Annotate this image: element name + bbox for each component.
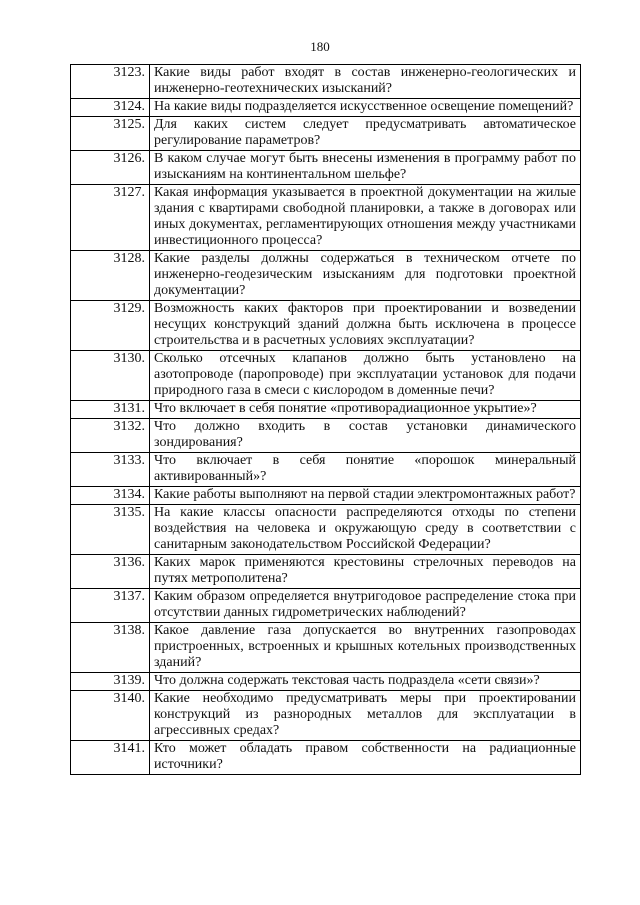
- question-number: 3134.: [71, 487, 150, 505]
- question-text: На какие виды подразделяется искусственное освещение помещений?: [150, 99, 581, 117]
- page-number: 180: [310, 39, 330, 54]
- question-text: В каком случае могут быть внесены изменения в программу работ по изысканиям на континентальном шельфе?: [150, 151, 581, 185]
- question-text: Какие необходимо предусматривать меры при проектировании конструкций из разнородных металлов для эксплуатации в агрессивных средах?: [150, 691, 581, 741]
- question-number: 3133.: [71, 453, 150, 487]
- table-row: [71, 401, 581, 419]
- question-number: 3135.: [71, 505, 150, 555]
- question-text: На какие классы опасности распределяются отходы по степени воздействия на человека и окружающую среду в соответствии с санитарным законодательством Российской Федерации?: [150, 505, 581, 555]
- table-row: [71, 487, 581, 505]
- question-text: Кто может обладать правом собственности на радиационные источники?: [150, 741, 581, 775]
- table-row: [71, 99, 581, 117]
- table-row: [71, 453, 581, 487]
- question-number: 3139.: [71, 673, 150, 691]
- question-text: Какие работы выполняют на первой стадии электромонтажных работ?: [150, 487, 581, 505]
- question-text: Каких марок применяются крестовины стрелочных переводов на путях метрополитена?: [150, 555, 581, 589]
- table-row: [71, 65, 581, 99]
- question-number: 3132.: [71, 419, 150, 453]
- question-number: 3126.: [71, 151, 150, 185]
- question-text: Какие виды работ входят в состав инженерно-геологических и инженерно-геотехнических изысканий?: [150, 65, 581, 99]
- table-row: [71, 251, 581, 301]
- table-row: [71, 505, 581, 555]
- questions-table: [70, 64, 581, 775]
- question-text: Что включает в себя понятие «порошок минеральный активированный»?: [150, 453, 581, 487]
- table-row: [71, 623, 581, 673]
- table-row: [71, 117, 581, 151]
- table-row: [71, 151, 581, 185]
- question-number: 3127.: [71, 185, 150, 251]
- question-text: Каким образом определяется внутригодовое распределение стока при отсутствии данных гидрометрических наблюдений?: [150, 589, 581, 623]
- table-row: [71, 419, 581, 453]
- question-text: Что включает в себя понятие «противорадиационное укрытие»?: [150, 401, 581, 419]
- question-text: Какая информация указывается в проектной документации на жилые здания с квартирами свободной планировки, а также в договорах или иных документах, регламентирующих отношения между участниками инвестиционного процесса?: [150, 185, 581, 251]
- question-text: Сколько отсечных клапанов должно быть установлено на азотопроводе (паропроводе) при эксплуатации установок для подачи природного газа в смеси с кислородом в доменные печи?: [150, 351, 581, 401]
- table-row: [71, 691, 581, 741]
- table-row: [71, 589, 581, 623]
- table-row: [71, 555, 581, 589]
- question-number: 3136.: [71, 555, 150, 589]
- question-number: 3130.: [71, 351, 150, 401]
- table-row: [71, 185, 581, 251]
- question-number: 3129.: [71, 301, 150, 351]
- question-number: 3125.: [71, 117, 150, 151]
- question-number: 3128.: [71, 251, 150, 301]
- question-number: 3131.: [71, 401, 150, 419]
- question-number: 3123.: [71, 65, 150, 99]
- table-row: [71, 741, 581, 775]
- question-text: Какие разделы должны содержаться в техническом отчете по инженерно-геодезическим изысканиям для подготовки проектной документации?: [150, 251, 581, 301]
- question-number: 3124.: [71, 99, 150, 117]
- question-text: Что должно входить в состав установки динамического зондирования?: [150, 419, 581, 453]
- table-row: [71, 673, 581, 691]
- question-text: Возможность каких факторов при проектировании и возведении несущих конструкций зданий должна быть исключена в процессе строительства и в расчетных условиях эксплуатации?: [150, 301, 581, 351]
- question-text: Какое давление газа допускается во внутренних газопроводах пристроенных, встроенных и крышных котельных производственных зданий?: [150, 623, 581, 673]
- question-text: Что должна содержать текстовая часть подраздела «сети связи»?: [150, 673, 581, 691]
- table-row: [71, 351, 581, 401]
- question-number: 3138.: [71, 623, 150, 673]
- question-number: 3140.: [71, 691, 150, 741]
- question-number: 3141.: [71, 741, 150, 775]
- question-text: Для каких систем следует предусматривать автоматическое регулирование параметров?: [150, 117, 581, 151]
- question-number: 3137.: [71, 589, 150, 623]
- table-row: [71, 301, 581, 351]
